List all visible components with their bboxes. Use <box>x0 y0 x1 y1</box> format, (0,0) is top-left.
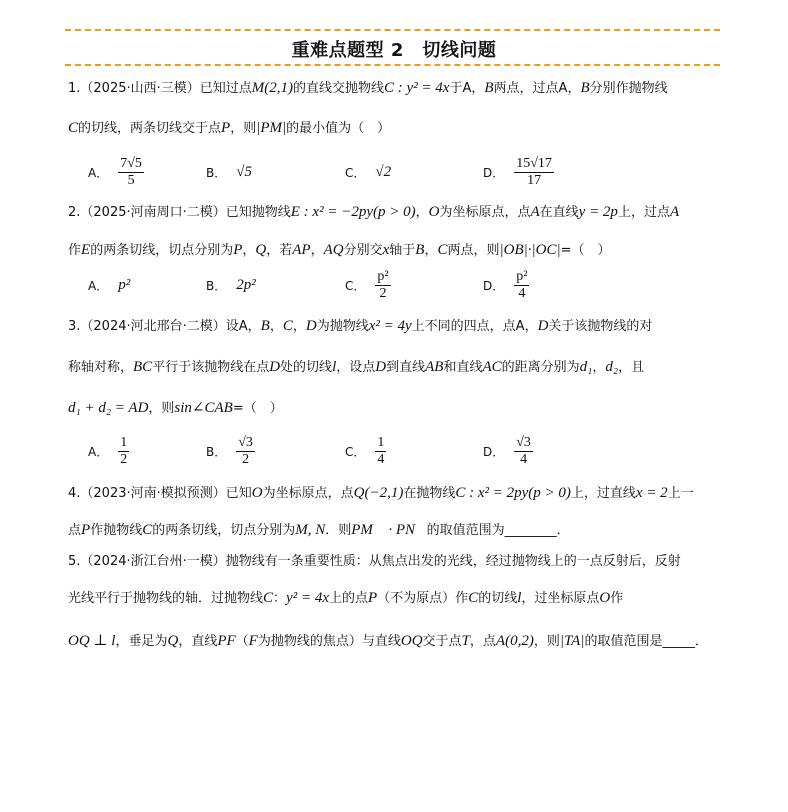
math-expression: O <box>428 204 440 220</box>
text-segment: 两点，过点A， <box>493 81 581 96</box>
fraction <box>375 435 386 468</box>
answer-option-b <box>206 431 255 471</box>
fraction <box>118 435 129 468</box>
text-segment: 点 <box>68 523 82 538</box>
question-1-options <box>88 152 728 192</box>
answer-option-d <box>483 431 533 471</box>
page-title: 重难点题型 2 切线问题 <box>291 40 497 61</box>
math-expression: OQ ⊥ l <box>68 633 116 649</box>
math-expression: y² = 4x <box>286 590 329 606</box>
numerator: 15√17 <box>516 155 552 171</box>
text-segment: ， <box>424 243 438 258</box>
numerator: 7√5 <box>120 155 142 171</box>
math-expression: F <box>248 633 258 649</box>
question-5-line-3 <box>68 631 708 652</box>
text-segment: 为坐标原点，点 <box>262 486 354 501</box>
math-expression: C : x² = 2py(p > 0) <box>455 485 571 501</box>
text-segment: ，点 <box>469 634 496 649</box>
math-expression: M(2,1) <box>251 80 294 96</box>
math-expression: |OB|·|OC| <box>499 242 561 258</box>
text-segment: 的直线交抛物线 <box>293 81 385 96</box>
math-expression: B <box>484 80 494 96</box>
text-segment: （不为原点）作 <box>377 591 469 606</box>
math-expression: C <box>263 590 274 606</box>
math-expression: B <box>580 80 590 96</box>
option-label: D． <box>483 165 505 180</box>
answer-option-b <box>206 265 256 305</box>
math-expression: D <box>305 318 317 334</box>
math-expression: Q(−2,1) <box>353 485 404 501</box>
math-expression: A <box>530 204 540 220</box>
text-segment: 于A， <box>449 81 485 96</box>
fraction <box>118 156 144 189</box>
math-expression: O <box>251 485 263 501</box>
math-expression: AP <box>292 242 311 258</box>
math-expression: sin∠CAB <box>174 400 233 416</box>
text-segment: 5.（2024·浙江台州·一模）抛物线有一条重要性质：从焦点出发的光线，经过抛物线上的一点反射后，反射 <box>68 554 681 569</box>
option-expression: p² <box>118 276 131 293</box>
fraction <box>375 269 390 302</box>
option-expression: √5 <box>236 163 252 180</box>
text-segment: 上，过点 <box>617 205 670 220</box>
question-1-line-1 <box>68 78 668 99</box>
text-segment: 上不同的四点，点A， <box>411 319 538 334</box>
math-expression: B <box>260 318 270 334</box>
answer-option-a <box>88 265 130 305</box>
answer-option-c <box>345 431 386 471</box>
text-segment: （ <box>235 634 249 649</box>
option-expression: 2p² <box>236 276 256 293</box>
math-expression: BC <box>133 359 153 375</box>
text-segment: 4.（2023·河南·模拟预测）已知 <box>68 486 252 501</box>
option-label: C． <box>345 165 366 180</box>
text-segment: 分别交 <box>343 243 383 258</box>
math-expression: AQ <box>323 242 344 258</box>
math-expression: M, N <box>295 522 326 538</box>
math-expression: E <box>81 242 91 258</box>
math-expression: C <box>282 318 293 334</box>
math-expression: C <box>437 242 448 258</box>
denominator: 2 <box>120 451 128 467</box>
math-expression: D <box>269 359 281 375</box>
text-segment: ， <box>592 360 606 375</box>
option-label: D． <box>483 278 505 293</box>
fraction <box>514 435 533 468</box>
answer-option-d <box>483 265 529 305</box>
text-segment: ， <box>269 319 283 334</box>
fraction <box>514 156 554 189</box>
text-segment: 的切线，两条切线交于点 <box>78 121 222 136</box>
math-expression: x² = 4y <box>368 318 412 334</box>
denominator: 2 <box>242 451 250 467</box>
text-segment: 上，过直线 <box>570 486 636 501</box>
text-segment: 的取值范围是_____． <box>584 634 708 649</box>
option-label: D． <box>483 444 505 459</box>
text-segment: 作抛物线 <box>90 523 143 538</box>
text-segment: ，若 <box>266 243 293 258</box>
text-segment: ，垂足为 <box>115 634 168 649</box>
denominator: 4 <box>518 285 526 301</box>
math-expression: C : y² = 4x <box>384 80 450 96</box>
question-3-options <box>88 431 728 471</box>
question-2-line-1 <box>68 202 679 223</box>
numerator: 1 <box>120 434 128 450</box>
numerator: p² <box>516 268 528 284</box>
text-segment: 关于该抛物线的对 <box>548 319 653 334</box>
math-expression: PF <box>217 633 236 649</box>
math-expression: x <box>382 242 390 258</box>
option-label: B． <box>206 444 227 459</box>
math-expression: l <box>332 359 337 375</box>
denominator: 2 <box>379 285 387 301</box>
text-segment: ，且 <box>618 360 645 375</box>
math-expression: B <box>415 242 425 258</box>
numerator: √3 <box>238 434 253 450</box>
math-expression: P <box>368 590 378 606</box>
answer-option-b <box>206 152 252 192</box>
text-segment: 上一 <box>667 486 694 501</box>
option-label: A． <box>88 444 109 459</box>
text-segment: =（ ） <box>560 243 611 258</box>
text-segment: 作 <box>68 243 82 258</box>
math-expression: l <box>517 590 522 606</box>
answer-option-a <box>88 152 144 192</box>
math-expression: E : x² = −2py(p > 0) <box>290 204 416 220</box>
numerator: p² <box>377 268 389 284</box>
text-segment: =（ ） <box>232 401 283 416</box>
text-segment: 的距离分别为 <box>501 360 580 375</box>
question-3-line-2 <box>68 357 644 378</box>
question-5-line-1 <box>68 552 681 572</box>
answer-option-d <box>483 152 554 192</box>
text-segment: ，则 <box>230 121 257 136</box>
question-4-line-2 <box>68 520 570 541</box>
text-segment: 的最小值为（ ） <box>286 121 391 136</box>
answer-option-a <box>88 431 129 471</box>
text-segment: 的切线 <box>478 591 518 606</box>
option-label: B． <box>206 278 227 293</box>
text-segment: ，设点 <box>336 360 376 375</box>
math-expression: C <box>468 590 479 606</box>
option-label: B． <box>206 165 227 180</box>
option-label: A． <box>88 165 109 180</box>
math-expression: P <box>221 120 231 136</box>
math-expression: D <box>375 359 387 375</box>
text-segment: 两点，则 <box>447 243 500 258</box>
text-segment: 在抛物线 <box>403 486 456 501</box>
text-segment: ， <box>242 243 256 258</box>
option-label: A． <box>88 278 109 293</box>
option-expression: √2 <box>375 163 392 180</box>
bottom-dashed-divider <box>65 64 720 66</box>
numerator: √3 <box>516 434 531 450</box>
text-segment: ，则 <box>533 634 560 649</box>
text-segment: 和直线 <box>443 360 483 375</box>
question-3-line-3 <box>68 398 283 419</box>
math-expression: C <box>142 522 153 538</box>
top-dashed-divider <box>65 29 720 31</box>
text-segment: ，直线 <box>178 634 218 649</box>
denominator: 17 <box>527 172 542 188</box>
math-expression: |TA| <box>559 633 585 649</box>
text-segment: 称轴对称， <box>68 360 134 375</box>
math-expression: Q <box>167 633 179 649</box>
math-expression: T <box>461 633 470 649</box>
math-expression: A <box>669 204 680 220</box>
option-label: C． <box>345 278 366 293</box>
text-segment: 为抛物线的焦点）与直线 <box>257 634 401 649</box>
math-expression: OQ <box>400 633 423 649</box>
text-segment: ， <box>292 319 306 334</box>
text-segment: ，过坐标原点 <box>521 591 600 606</box>
text-segment: 为坐标原点，点 <box>439 205 531 220</box>
text-segment: 作 <box>610 591 624 606</box>
text-segment: ， <box>310 243 324 258</box>
math-expression: O <box>599 590 611 606</box>
math-expression: d₁ + d₂ = AD <box>68 400 149 416</box>
question-2-options <box>88 265 728 305</box>
math-expression: x = 2 <box>635 485 668 501</box>
math-expression: |PM| <box>256 120 287 136</box>
text-segment: 2.（2025·河南周口·二模）已知抛物线 <box>68 205 291 220</box>
text-segment: 交于点 <box>422 634 462 649</box>
math-expression: C <box>68 120 79 136</box>
text-segment: 平行于该抛物线在点 <box>152 360 270 375</box>
math-expression: AC <box>482 359 502 375</box>
text-segment: 3.（2024·河北邢台·二模）设A， <box>68 319 261 334</box>
question-4-line-1 <box>68 483 694 504</box>
math-expression: AB <box>425 359 444 375</box>
math-expression: PM⃗ · PN⃗ <box>351 522 427 538</box>
text-segment: 到直线 <box>386 360 426 375</box>
answer-option-c <box>345 265 391 305</box>
question-3-line-1 <box>68 316 652 337</box>
denominator: 4 <box>377 451 385 467</box>
text-segment: ， <box>415 205 429 220</box>
math-expression: A(0,2) <box>495 633 534 649</box>
text-segment: ．则 <box>325 523 352 538</box>
denominator: 4 <box>520 451 528 467</box>
math-expression: d₂ <box>605 359 619 375</box>
answer-option-c <box>345 152 391 192</box>
math-expression: P <box>81 522 91 538</box>
text-segment: 在直线 <box>539 205 579 220</box>
math-expression: D <box>537 318 549 334</box>
text-segment: 光线平行于抛物线的轴．过抛物线 <box>68 591 264 606</box>
option-label: C． <box>345 444 366 459</box>
math-expression: Q <box>255 242 267 258</box>
text-segment: 的两条切线，切点分别为 <box>90 243 234 258</box>
text-segment: ： <box>273 591 287 606</box>
text-segment: 的取值范围为________． <box>426 523 570 538</box>
question-1-line-2 <box>68 118 390 139</box>
math-expression: d₁ <box>579 359 593 375</box>
text-segment: 轴于 <box>389 243 416 258</box>
numerator: 1 <box>377 434 385 450</box>
question-5-line-2 <box>68 588 623 609</box>
text-segment: 处的切线 <box>280 360 333 375</box>
text-segment: 分别作抛物线 <box>589 81 668 96</box>
fraction <box>236 435 255 468</box>
math-expression: P <box>233 242 243 258</box>
text-segment: 1.（2025·山西·三模）已知过点 <box>68 81 252 96</box>
math-expression: y = 2p <box>578 204 618 220</box>
text-segment: ，则 <box>148 401 175 416</box>
fraction <box>514 269 529 302</box>
text-segment: 的两条切线，切点分别为 <box>152 523 296 538</box>
question-2-line-2 <box>68 240 611 261</box>
text-segment: 为抛物线 <box>316 319 369 334</box>
text-segment: 上的点 <box>328 591 368 606</box>
denominator: 5 <box>127 172 135 188</box>
